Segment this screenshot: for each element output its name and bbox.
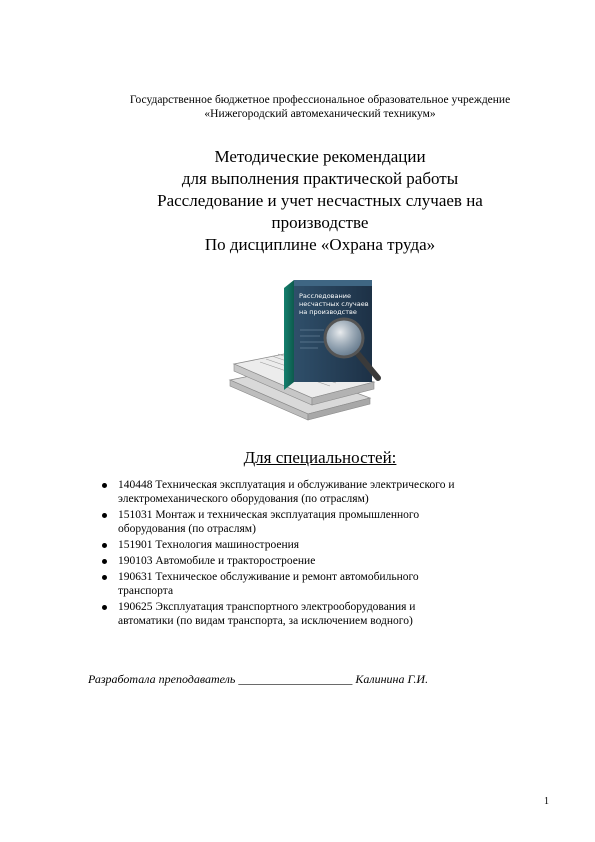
book-illustration	[220, 272, 390, 424]
bullet-icon	[102, 605, 107, 610]
specialties-list	[102, 478, 552, 630]
list-item	[102, 508, 552, 536]
list-item	[102, 570, 552, 598]
organization-header	[60, 93, 580, 121]
bullet-icon	[102, 513, 107, 518]
list-item	[102, 538, 552, 552]
list-item-text-continued: автоматики (по видам транспорта, за исключением водного)	[118, 615, 413, 627]
title-line-5: По дисциплине «Охрана труда»	[204, 235, 436, 254]
bullet-icon	[102, 543, 107, 548]
list-item-text: 140448 Техническая эксплуатация и обслуживание электрического и	[118, 479, 455, 491]
title-line-2: для выполнения практической работы	[181, 169, 459, 188]
list-item	[102, 478, 552, 506]
organization-line-2: «Нижегородский автомеханический техникум»	[204, 108, 436, 120]
book-cover-text-1: Расследование	[299, 292, 351, 300]
page-number: 1	[544, 796, 549, 807]
list-item-text: 151031 Монтаж и техническая эксплуатация промышленного	[118, 509, 420, 521]
bullet-icon	[102, 575, 107, 580]
list-item-text: 190625 Эксплуатация транспортного электрооборудования и	[118, 601, 416, 613]
organization-line-1: Государственное бюджетное профессиональное образовательное учреждение	[129, 94, 511, 106]
list-item-text: 190103 Автомобиле и тракторостроение	[118, 555, 316, 567]
list-item-text-continued: транспорта	[118, 585, 174, 597]
book-cover-text-2: несчастных случаев	[299, 300, 369, 308]
bullet-icon	[102, 483, 107, 488]
title-line-3: Расследование и учет несчастных случаев на	[157, 191, 483, 210]
book-magnifier-icon	[220, 272, 390, 424]
title-line-1: Методические рекомендации	[214, 147, 426, 166]
list-item	[102, 554, 552, 568]
list-item-text: 190631 Техническое обслуживание и ремонт автомобильного	[118, 571, 419, 583]
list-item-text-continued: оборудования (по отраслям)	[118, 523, 256, 535]
list-item-text: 151901 Технология машиностроения	[118, 539, 300, 551]
title-line-4: производстве	[271, 213, 369, 232]
list-item-text-continued: электромеханического оборудования (по отраслям)	[118, 493, 369, 505]
author-line: Разработала преподаватель ___________________ Калинина Г.И.	[88, 672, 429, 686]
list-item	[102, 600, 552, 628]
book-cover-text-3: на производстве	[299, 308, 357, 316]
document-title	[40, 146, 595, 256]
bullet-icon	[102, 559, 107, 564]
specialties-heading: Для специальностей:	[243, 448, 397, 467]
